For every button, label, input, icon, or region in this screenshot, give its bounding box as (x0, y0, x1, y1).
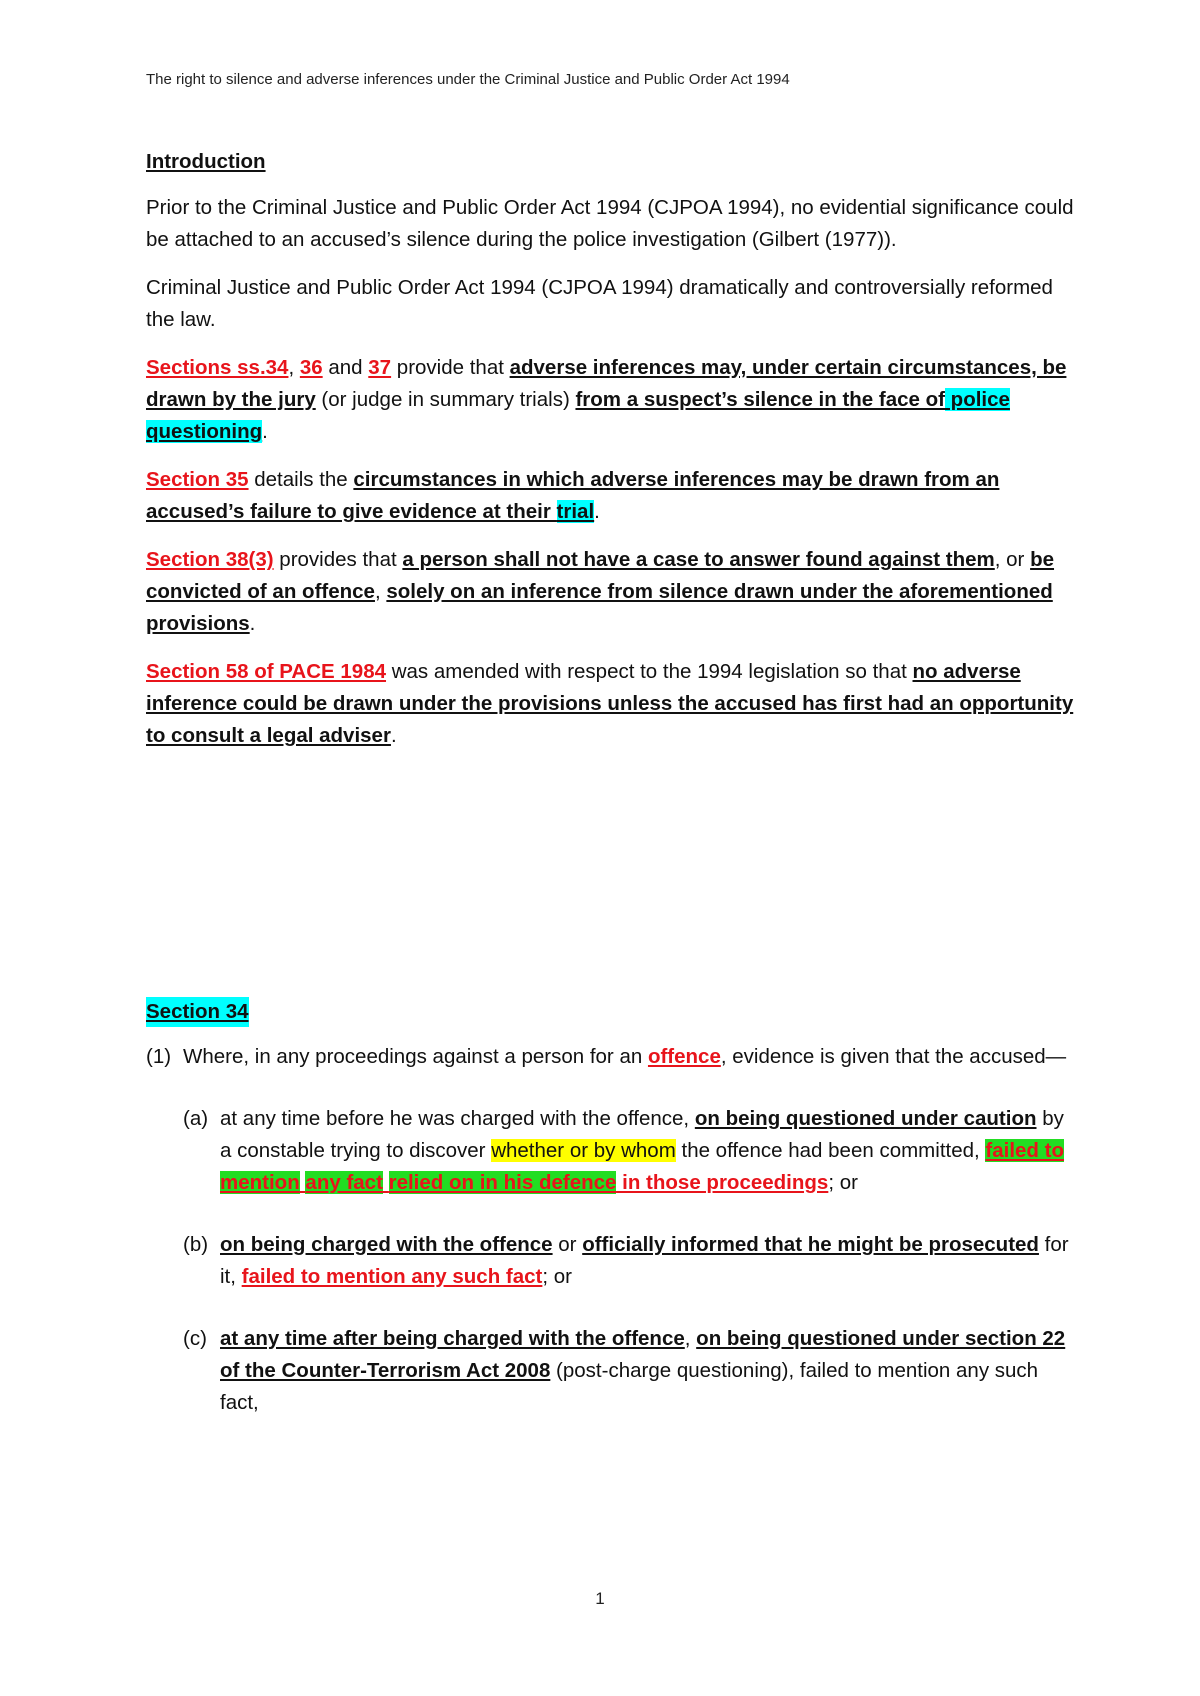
paragraph-letter: (b) (183, 1233, 209, 1256)
intro-paragraph-6: Section 58 of PACE 1984 was amended with respect to the 1994 legislation so that no adverse inference could be drawn under the provisions unless the accused has first had an opportunity to consult a legal adviser. (146, 660, 1074, 747)
highlight-failed-to-mention: failed to mention (220, 1139, 1064, 1194)
emphasis-legal-adviser: no adverse inference could be drawn under the provisions unless the accused has first had an opportunity to consult a legal adviser (146, 660, 1074, 747)
section-34 (146, 996, 1076, 1449)
keyword-offence: offence (647, 1045, 721, 1068)
emphasis-counter-terrorism-act: on being questioned under section 22 of the Counter-Terrorism Act 2008 (220, 1327, 1066, 1382)
section-ref-pace-58: Section 58 of PACE 1984 (146, 660, 387, 683)
emphasis-adverse-inferences: adverse inferences may, under certain circumstances, be drawn by the jury (146, 356, 1067, 411)
subsection-number: (1) (146, 1045, 172, 1068)
paragraph-text: at any time before he was charged with the offence, on being questioned under caution by a constable trying to discover whether or by whom the offence had been committed, failed to mention any fact relied on in his defence in those proceedings; or (220, 1107, 1064, 1194)
highlight-whether-or-by-whom: whether or by whom (491, 1139, 676, 1162)
paragraph-b (183, 1229, 1076, 1293)
emphasis-in-those-proceedings: in those proceedings (616, 1171, 829, 1194)
emphasis-suspect-silence: from a suspect’s silence in the face of (575, 388, 945, 411)
subsection-1 (146, 1041, 1076, 1073)
page-header: The right to silence and adverse inferences under the Criminal Justice and Public Order Act 1994 (146, 71, 790, 88)
section-ref-34: Sections ss.34 (146, 356, 289, 379)
emphasis-circumstances: circumstances in which adverse inferences may be drawn from an accused’s failure to give evidence at their (146, 468, 1000, 523)
introduction-heading: Introduction (146, 150, 266, 173)
section-34-heading: Section 34 (146, 997, 249, 1027)
paragraph-letter: (c) (183, 1327, 207, 1350)
intro-paragraph-3: Sections ss.34, 36 and 37 provide that adverse inferences may, under certain circumstances, be drawn by the jury (or judge in summary trials) from a suspect’s silence in the face of police questioning. (146, 356, 1067, 443)
section-ref-38-3: Section 38(3) (146, 548, 274, 571)
section-ref-36: 36 (299, 356, 323, 379)
emphasis-after-charged: at any time after being charged with the offence (220, 1327, 685, 1350)
highlight-police-questioning: police questioning (146, 388, 1010, 443)
emphasis-solely: solely on an inference from silence drawn under the aforementioned provisions (146, 580, 1053, 635)
paragraph-c (183, 1323, 1076, 1419)
emphasis-failed-to-mention-such-fact: failed to mention any such fact (241, 1265, 543, 1288)
section-ref-35: Section 35 (146, 468, 249, 491)
intro-paragraph-5: Section 38(3) provides that a person shall not have a case to answer found against them, or be convicted of an offence, solely on an inference from silence drawn under the aforementioned provisions. (146, 548, 1055, 635)
highlight-any-fact: any fact (305, 1171, 383, 1194)
subsection-text: Where, in any proceedings against a person for an offence, evidence is given that the accused— (183, 1045, 1067, 1068)
paragraph-text: at any time after being charged with the offence, on being questioned under section 22 of the Counter-Terrorism Act 2008 (post-charge questioning), failed to mention any such fact, (220, 1327, 1066, 1414)
intro-paragraph-1: Prior to the Criminal Justice and Public Order Act 1994 (CJPOA 1994), no evidential significance could be attached to an accused’s silence during the police investigation (Gilbert (1977)). (146, 196, 1074, 251)
emphasis-questioned-under-caution: on being questioned under caution (694, 1107, 1037, 1130)
page-number: 1 (595, 1589, 605, 1608)
emphasis-being-charged: on being charged with the offence (220, 1233, 553, 1256)
intro-paragraph-4: Section 35 details the circumstances in which adverse inferences may be drawn from an accused’s failure to give evidence at their trial. (146, 468, 1000, 523)
highlight-relied-on-in-defence: relied on in his defence (388, 1171, 617, 1194)
paragraph-a (183, 1103, 1076, 1199)
section-ref-37: 37 (368, 356, 392, 379)
emphasis-no-case: a person shall not have a case to answer found against them (402, 548, 995, 571)
highlight-trial: trial (556, 500, 595, 523)
emphasis-officially-informed: officially informed that he might be prosecuted (582, 1233, 1039, 1256)
introduction-section (146, 146, 1076, 768)
emphasis-convicted: be convicted of an offence (146, 548, 1055, 603)
paragraph-letter: (a) (183, 1107, 209, 1130)
paragraph-text: on being charged with the offence or officially informed that he might be prosecuted for it, failed to mention any such fact; or (220, 1233, 1069, 1288)
intro-paragraph-2: Criminal Justice and Public Order Act 1994 (CJPOA 1994) dramatically and controversially reformed the law. (146, 276, 1053, 331)
